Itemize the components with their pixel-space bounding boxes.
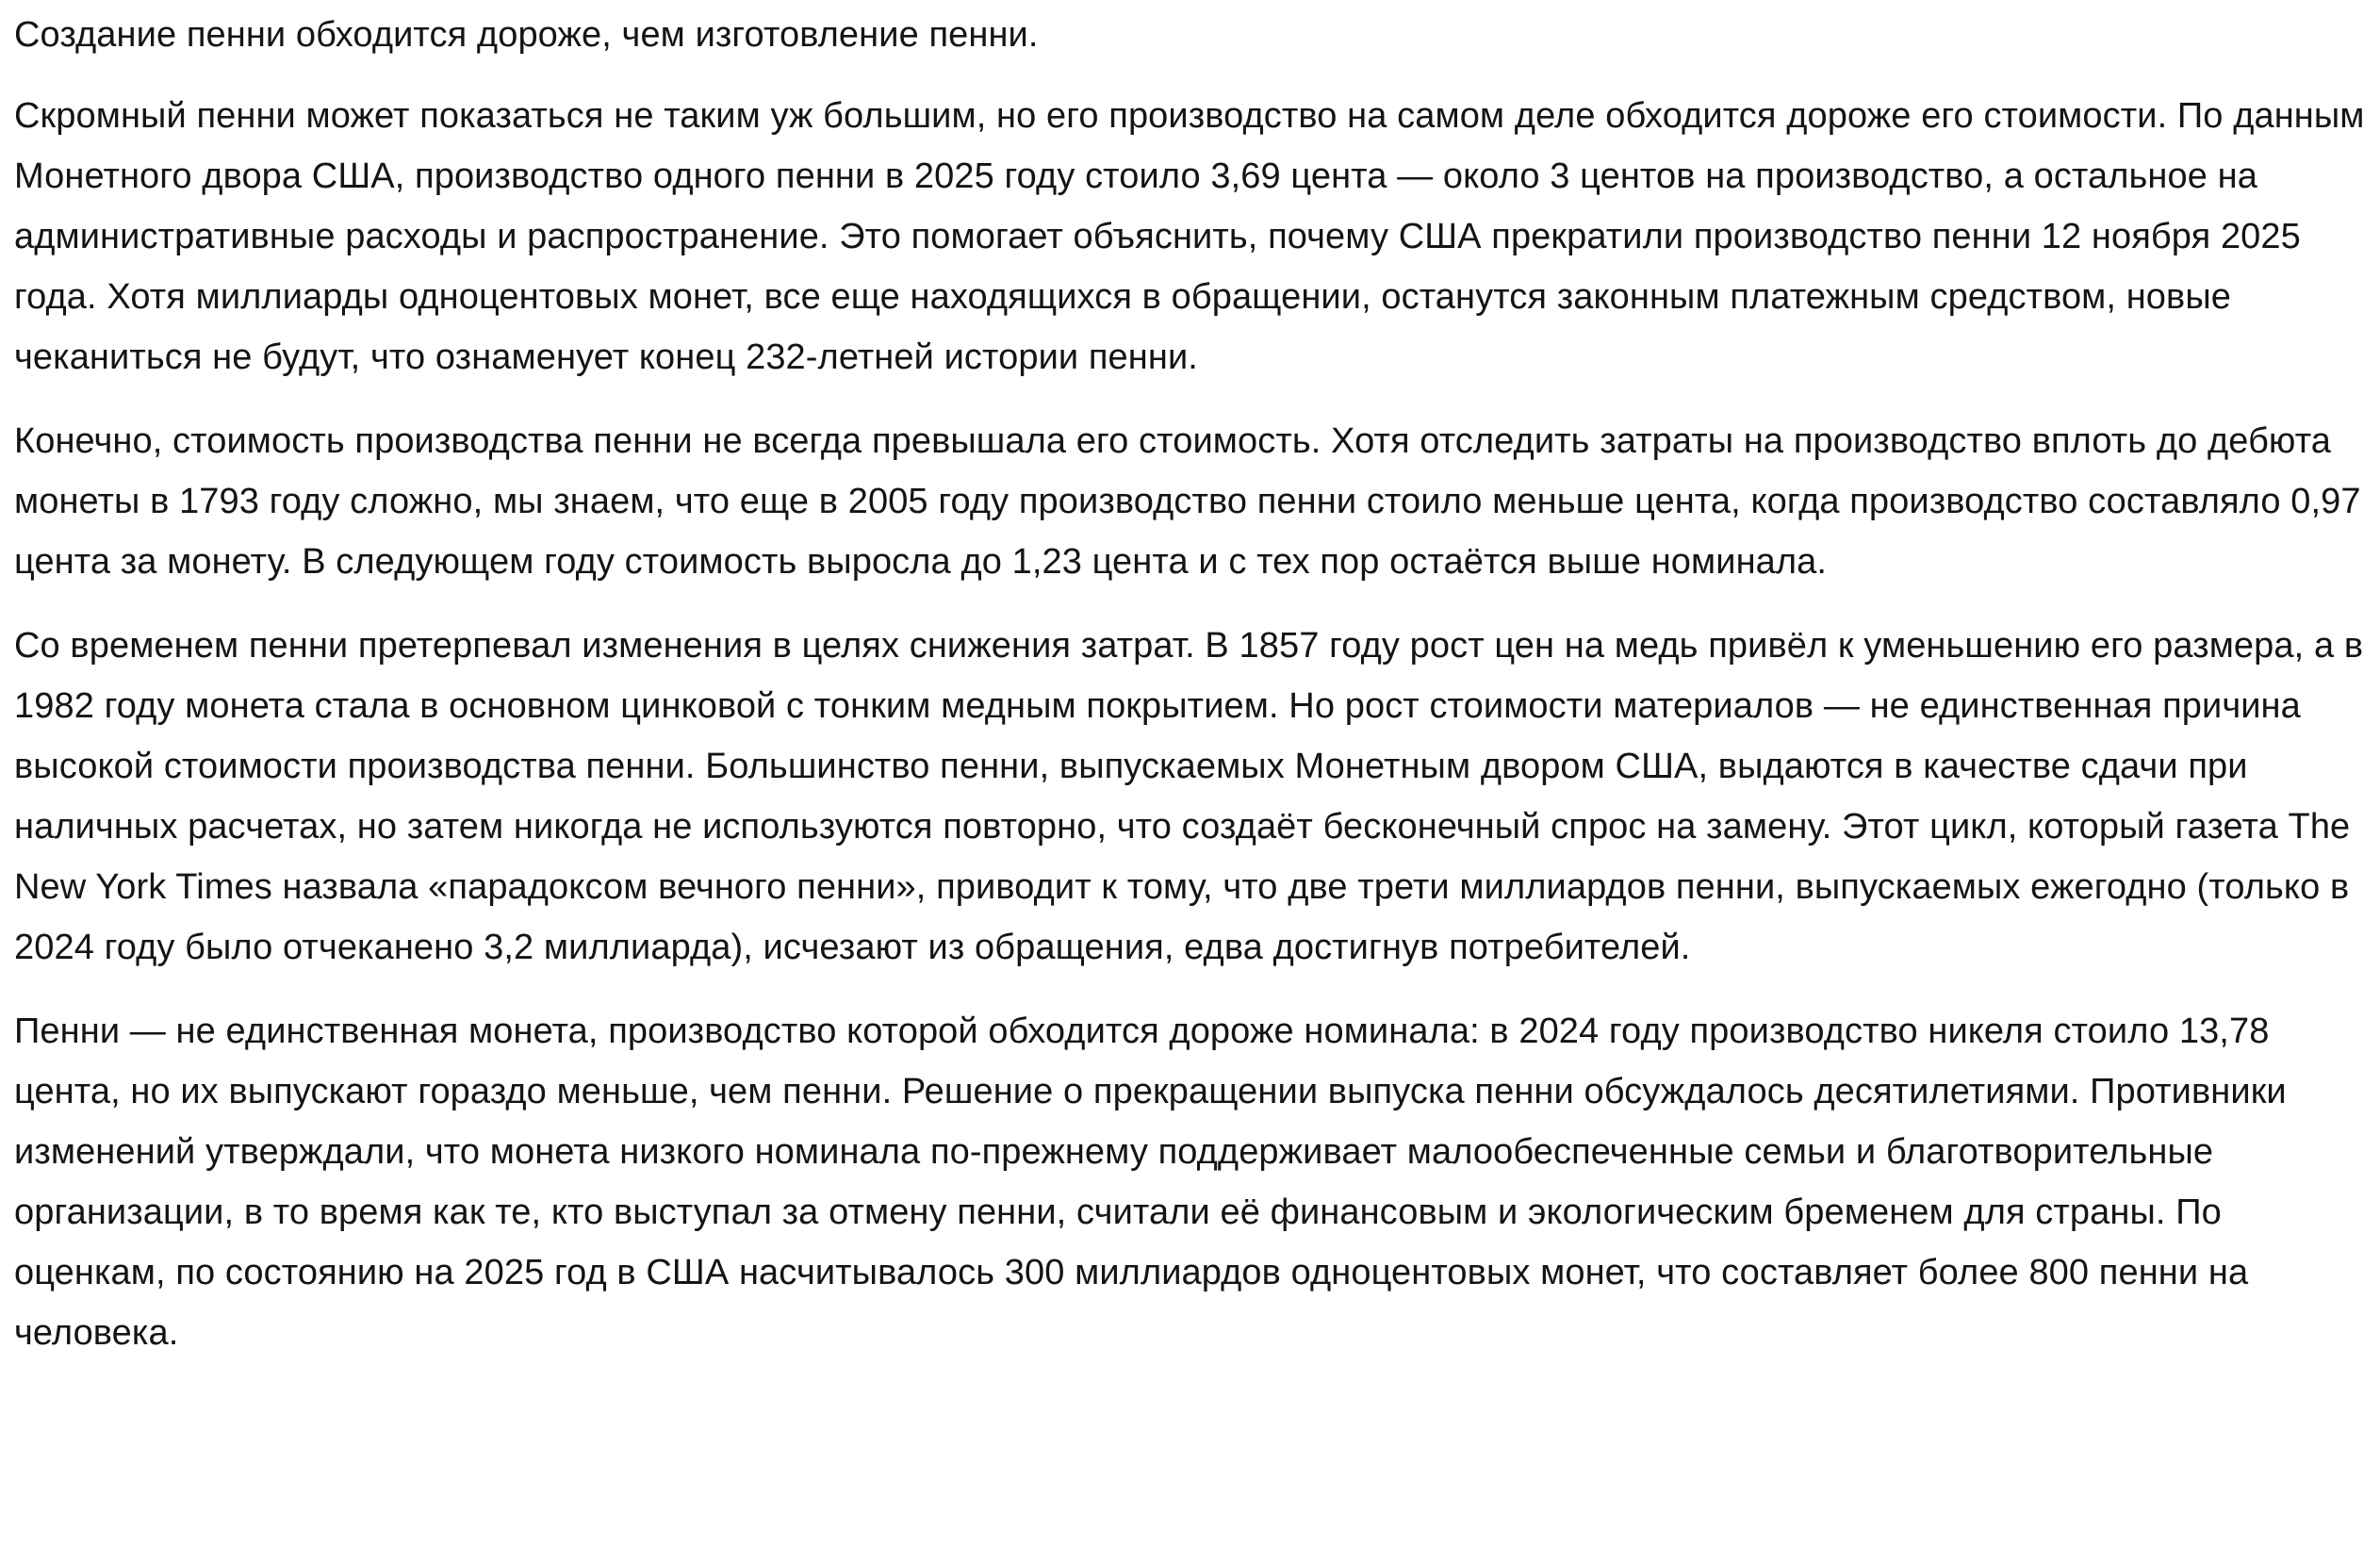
article [14,0,2366,1363]
article-paragraph-2: Конечно, стоимость производства пенни не всегда превышала его стоимость. Хотя отследить затраты на производство вплоть до дебюта монеты в 1793 году сложно, мы знаем, что еще в 2005 году производство пенни стоило меньше цента, когда производство составляло 0,97 цента за монету. В следующем году стоимость выросла до 1,23 цента и с тех пор остаётся выше номинала. [14,421,2361,582]
article-paragraph-1: Скромный пенни может показаться не таким уж большим, но его производство на самом деле обходится дороже его стоимости. По данным Монетного двора США, производство одного пенни в 2025 году стоило 3,69 цента — около 3 центов на производство, а остальное на административные расходы и распространение. Это помогает объяснить, почему США прекратили производство пенни 12 ноября 2025 года. Хотя миллиарды одноцентовых монет, все еще находящихся в обращении, останутся законным платежным средством, новые чеканиться не будут, что ознаменует конец 232-летней истории пенни. [14,96,2365,377]
article-paragraph-3: Со временем пенни претерпевал изменения в целях снижения затрат. В 1857 году рост цен на медь привёл к уменьшению его размера, а в 1982 году монета стала в основном цинковой с тонким медным покрытием. Но рост стоимости материалов — не единственная причина высокой стоимости производства пенни. Большинство пенни, выпускаемых Монетным двором США, выдаются в качестве сдачи при наличных расчетах, но затем никогда не используются повторно, что создаёт бесконечный спрос на замену. Этот цикл, который газета The New York Times назвала «парадоксом вечного пенни», приводит к тому, что две трети миллиардов пенни, выпускаемых ежегодно (только в 2024 году было отчеканено 3,2 миллиарда), исчезают из обращения, едва достигнув потребителей. [14,626,2364,967]
article-paragraph-4: Пенни — не единственная монета, производство которой обходится дороже номинала: в 2024 году производство никеля стоило 13,78 цента, но их выпускают гораздо меньше, чем пенни. Решение о прекращении выпуска пенни обсуждалось десятилетиями. Противники изменений утверждали, что монета низкого номинала по-прежнему поддерживает малообеспеченные семьи и благотворительные организации, в то время как те, кто выступал за отмену пенни, считали её финансовым и экологическим бременем для страны. По оценкам, по состоянию на 2025 год в США насчитывалось 300 миллиардов одноцентовых монет, что составляет более 800 пенни на человека. [14,1011,2287,1353]
article-title: Создание пенни обходится дороже, чем изготовление пенни. [14,15,1039,55]
